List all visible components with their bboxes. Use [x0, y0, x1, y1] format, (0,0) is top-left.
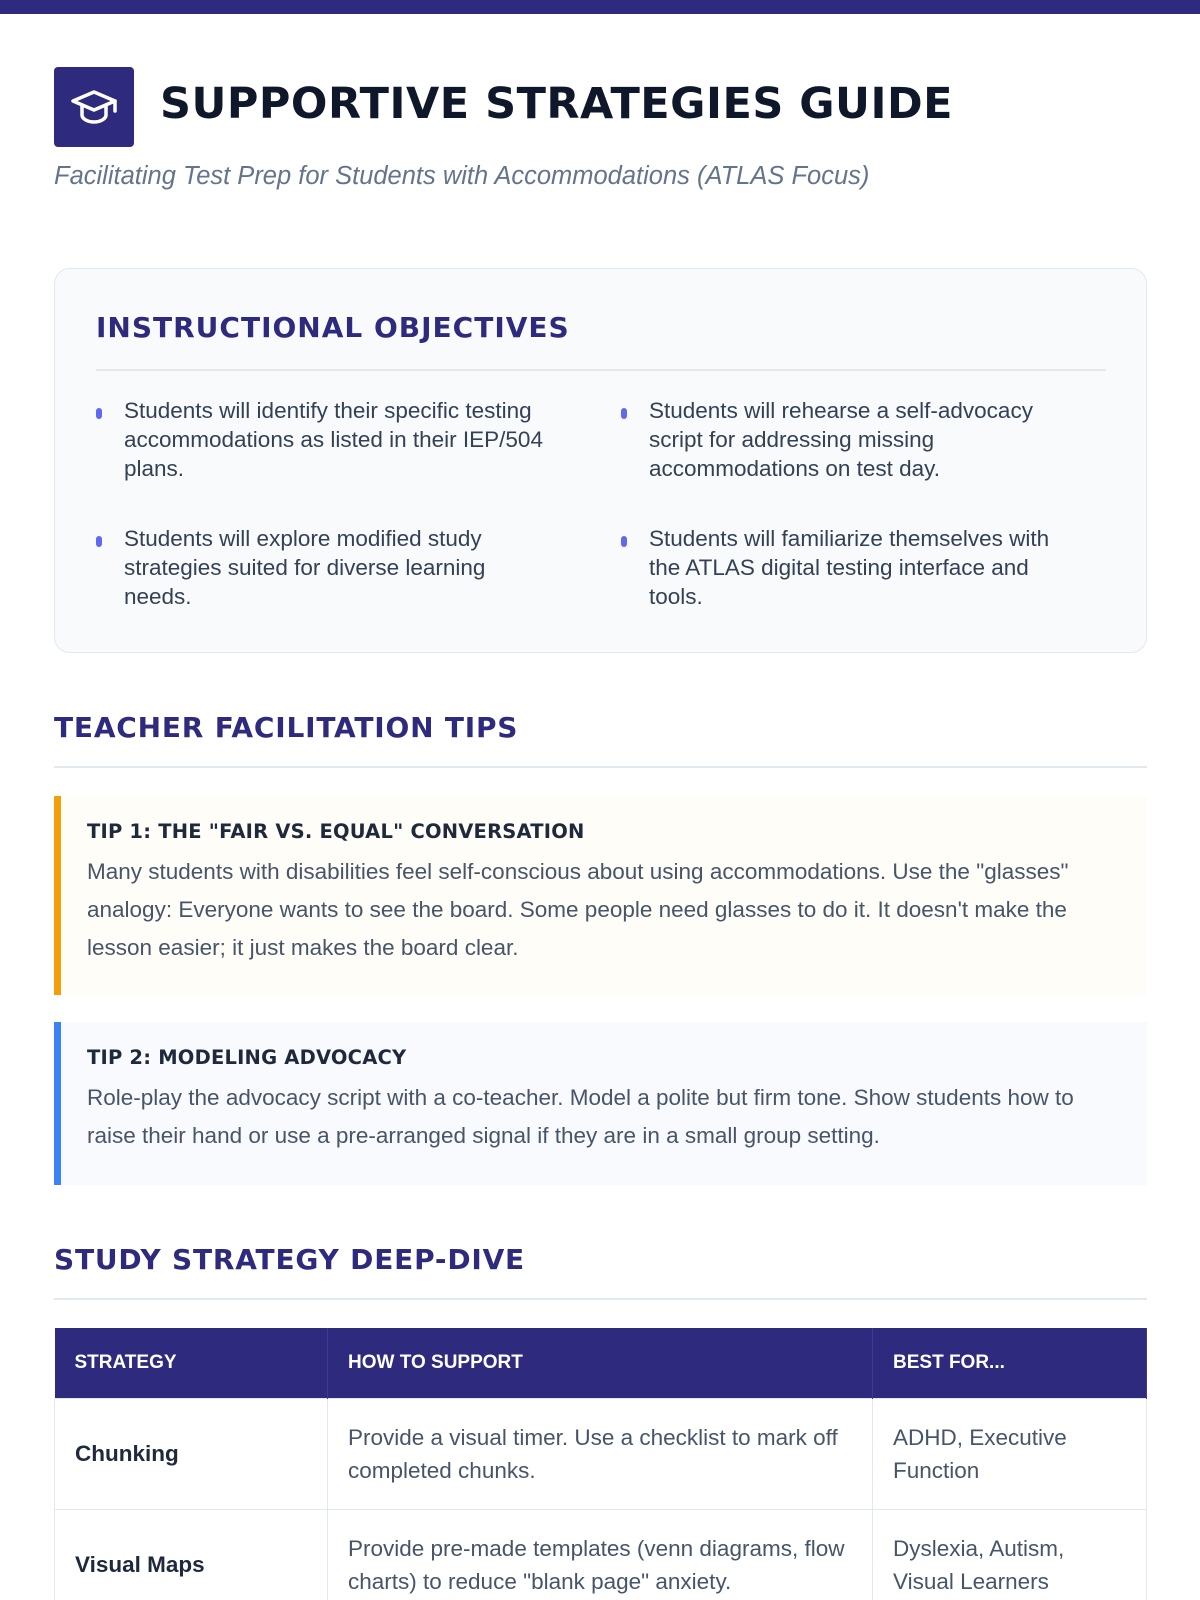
tip-accent-bar [54, 1022, 61, 1185]
tip-card [54, 1022, 1147, 1185]
objective-text: Students will explore modified study strategies suited for diverse learning needs. [124, 526, 486, 609]
table-header-row [55, 1328, 1147, 1398]
tip-accent-bar [54, 796, 61, 995]
objective-item [621, 524, 1081, 611]
page-header [54, 67, 1147, 147]
objective-item [96, 396, 556, 483]
strategy-cell: Chunking [55, 1398, 328, 1509]
objective-text: Students will rehearse a self-advocacy script for addressing missing accommodations on test day. [649, 398, 1033, 481]
table-row [55, 1398, 1147, 1509]
bullet-icon [96, 408, 102, 419]
page-title: SUPPORTIVE STRATEGIES GUIDE [160, 79, 954, 129]
objective-item [96, 524, 556, 611]
objective-item [621, 396, 1081, 483]
divider [54, 766, 1147, 768]
support-cell: Provide pre-made templates (venn diagrams, flow charts) to reduce "blank page" anxiety. [328, 1509, 873, 1600]
best-for-cell: ADHD, Executive Function [873, 1398, 1147, 1509]
best-for-cell: Dyslexia, Autism, Visual Learners [873, 1509, 1147, 1600]
tip-body: Role-play the advocacy script with a co-teacher. Model a polite but firm tone. Show students how to raise their hand or use a pre-arranged signal if they are in a small group setting. [87, 1085, 1074, 1148]
tip-title: TIP 2: MODELING ADVOCACY [87, 1046, 407, 1069]
support-cell: Provide a visual timer. Use a checklist to mark off completed chunks. [328, 1398, 873, 1509]
divider [54, 1298, 1147, 1300]
strategy-table [54, 1328, 1147, 1600]
column-header: HOW TO SUPPORT [328, 1328, 873, 1398]
objective-text: Students will familiarize themselves with the ATLAS digital testing interface and tools. [649, 526, 1050, 609]
strategies-section-title: STUDY STRATEGY DEEP-DIVE [54, 1243, 525, 1276]
divider [96, 369, 1106, 371]
strategy-cell: Visual Maps [55, 1509, 328, 1600]
table-row [55, 1509, 1147, 1600]
objectives-card [54, 268, 1147, 653]
column-header: BEST FOR... [873, 1328, 1147, 1398]
objectives-title: INSTRUCTIONAL OBJECTIVES [96, 311, 570, 344]
bullet-icon [96, 536, 102, 547]
tip-title: TIP 1: THE "FAIR VS. EQUAL" CONVERSATION [87, 820, 585, 843]
tip-card [54, 796, 1147, 995]
column-header: STRATEGY [55, 1328, 328, 1398]
bullet-icon [621, 536, 627, 547]
page-subtitle: Facilitating Test Prep for Students with Accommodations (ATLAS Focus) [54, 162, 870, 190]
bullet-icon [621, 408, 627, 419]
graduation-cap-icon [54, 67, 134, 147]
top-accent-bar [0, 0, 1200, 14]
objective-text: Students will identify their specific testing accommodations as listed in their IEP/504 plans. [124, 398, 543, 481]
tip-body: Many students with disabilities feel self-conscious about using accommodations. Use the "glasses" analogy: Everyone wants to see the board. Some people need glasses to do it. It doesn't make the lesson easier; it just makes the board clear. [87, 859, 1069, 960]
tips-section-title: TEACHER FACILITATION TIPS [54, 711, 519, 744]
